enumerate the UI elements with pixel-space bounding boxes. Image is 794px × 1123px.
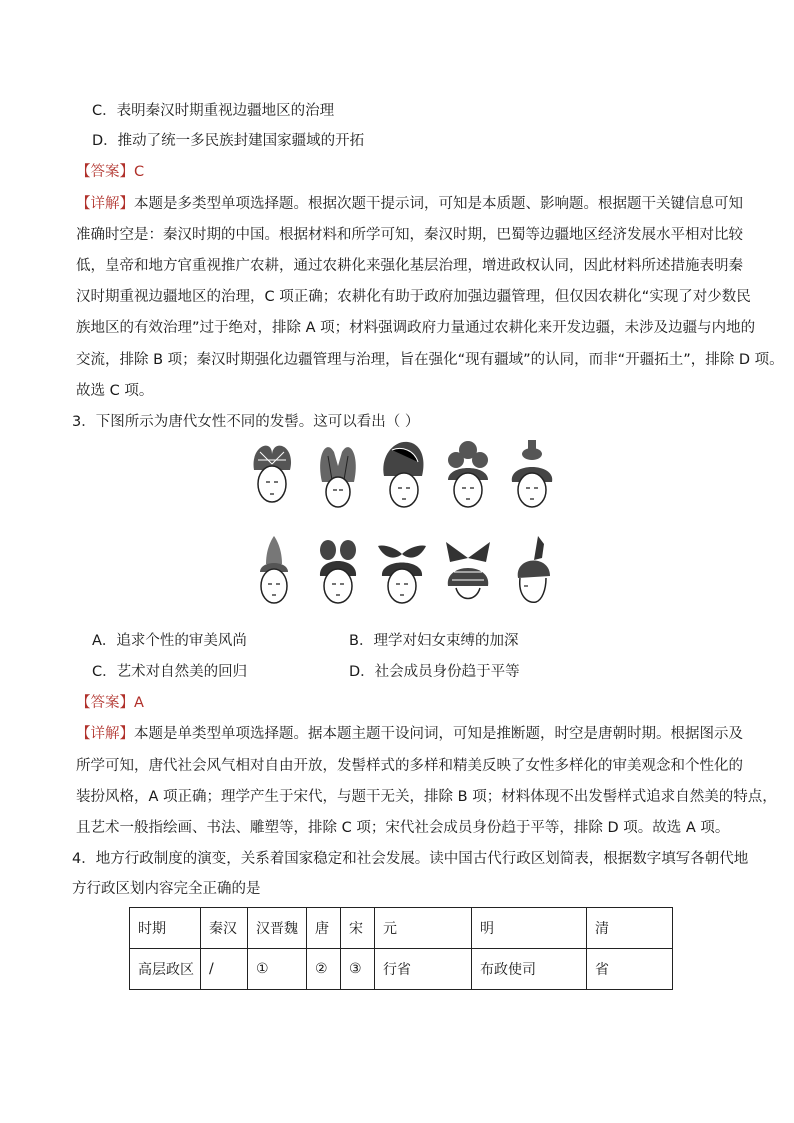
- q2-detail-line: 族地区的有效治理”过于绝对，排除 A 项；材料强调政府力量通过农耕化来开发边疆，未涉及边疆与内地的: [76, 320, 756, 336]
- hairstyle-illustration: [242, 436, 302, 520]
- answer-value: C: [134, 164, 145, 180]
- hairstyle-illustration: [374, 436, 434, 520]
- detail-text: 本题是单类型单项选择题。据本题主题干设问词，可知是推断题，时空是唐朝时期。根据图示及: [134, 726, 743, 742]
- q2-detail-line: 交流，排除 B 项；秦汉时期强化边疆管理与治理，旨在强化“现有疆域”的认同，而非“开疆拓土”，排除 D 项。: [76, 352, 784, 368]
- hairstyle-illustration: [438, 532, 498, 616]
- table-cell: ③: [341, 949, 375, 990]
- q3-option-b: B．理学对妇女束缚的加深: [349, 633, 519, 649]
- hairstyle-illustration: [308, 436, 368, 520]
- q2-option-d: D．推动了统一多民族封建国家疆域的开拓: [92, 133, 365, 149]
- table-row: [130, 949, 673, 990]
- table-header-cell: 元: [375, 908, 472, 949]
- table-header-row: [130, 908, 673, 949]
- q3-answer: [76, 693, 144, 713]
- q3-option-c: C．艺术对自然美的回归: [92, 664, 248, 680]
- table-cell: 省: [587, 949, 673, 990]
- table-header-cell: 秦汉: [201, 908, 248, 949]
- table-cell: 高层政区: [130, 949, 201, 990]
- q3-option-d: D．社会成员身份趋于平等: [349, 664, 520, 680]
- q2-detail-line: 故选 C 项。: [76, 383, 154, 399]
- answer-label: 【答案】: [76, 695, 134, 711]
- detail-label: 【详解】: [76, 726, 134, 742]
- hairstyle-illustration: [244, 532, 304, 616]
- table-cell: ②: [307, 949, 341, 990]
- table-header-cell: 时期: [130, 908, 201, 949]
- q4-stem: 4．地方行政制度的演变，关系着国家稳定和社会发展。读中国古代行政区划简表，根据数字填写各朝代地: [72, 851, 749, 867]
- q3-detail-line: 装扮风格，A 项正确；理学产生于宋代，与题干无关，排除 B 项；材料体现不出发髻样式追求自然美的特点，: [76, 789, 777, 805]
- table-header-cell: 宋: [341, 908, 375, 949]
- hairstyle-illustration: [308, 532, 368, 616]
- q3-detail-line: 且艺术一般指绘画、书法、雕塑等，排除 C 项；宋代社会成员身份趋于平等，排除 D 项。故选 A 项。: [76, 820, 730, 836]
- table-cell: 布政使司: [472, 949, 587, 990]
- answer-value: A: [134, 695, 144, 711]
- hairstyle-illustration: [502, 436, 562, 520]
- hairstyle-illustration: [438, 436, 498, 520]
- q3-detail-line: [76, 724, 743, 744]
- q3-detail-line: 所学可知，唐代社会风气相对自由开放，发髻样式的多样和精美反映了女性多样化的审美观念和个性化的: [76, 758, 743, 774]
- q2-answer: [76, 162, 144, 182]
- hairstyle-illustration: [502, 532, 562, 616]
- hairstyle-figure: [232, 432, 562, 622]
- table-cell: ①: [248, 949, 307, 990]
- table-header-cell: 清: [587, 908, 673, 949]
- q3-stem: 3．下图所示为唐代女性不同的发髻。这可以看出（ ）: [72, 414, 420, 430]
- detail-text: 本题是多类型单项选择题。根据次题干提示词，可知是本质题、影响题。根据题干关键信息可知: [134, 196, 743, 212]
- table-header-cell: 明: [472, 908, 587, 949]
- admin-division-table: [129, 907, 673, 990]
- table-cell: 行省: [375, 949, 472, 990]
- q3-option-a: A．追求个性的审美风尚: [92, 633, 247, 649]
- table-header-cell: 唐: [307, 908, 341, 949]
- table-cell: /: [201, 949, 248, 990]
- detail-label: 【详解】: [76, 196, 134, 212]
- q2-option-c: C．表明秦汉时期重视边疆地区的治理: [92, 103, 335, 119]
- hairstyle-illustration: [372, 532, 432, 616]
- q2-detail-line: [76, 194, 743, 214]
- q2-detail-line: 准确时空是：秦汉时期的中国。根据材料和所学可知，秦汉时期，巴蜀等边疆地区经济发展水平相对比较: [76, 227, 743, 243]
- q2-detail-line: 汉时期重视边疆地区的治理，C 项正确；农耕化有助于政府加强边疆管理，但仅因农耕化“实现了对少数民: [76, 289, 751, 305]
- answer-label: 【答案】: [76, 164, 134, 180]
- table-header-cell: 汉晋魏: [248, 908, 307, 949]
- q2-detail-line: 低，皇帝和地方官重视推广农耕，通过农耕化来强化基层治理，增进政权认同，因此材料所述措施表明秦: [76, 258, 743, 274]
- q4-stem: 方行政区划内容完全正确的是: [72, 881, 261, 897]
